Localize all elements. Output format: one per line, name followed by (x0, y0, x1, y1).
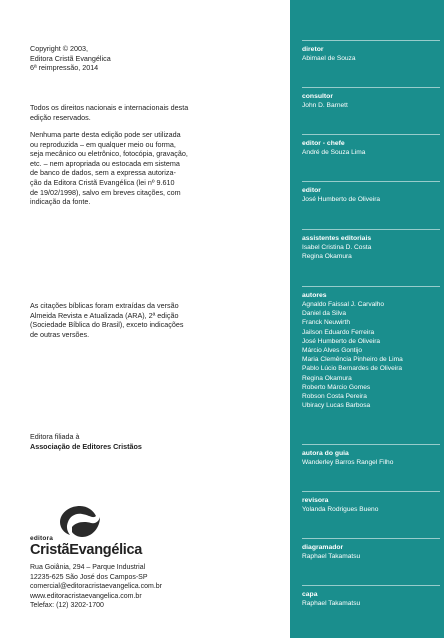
divider (302, 538, 440, 539)
phone-line: Telefax: (12) 3202-1700 (30, 602, 104, 609)
credit-section (302, 585, 440, 608)
credit-section (302, 444, 440, 467)
affiliation-block (30, 432, 262, 451)
credit-name: Maria Clemência Pinheiro de Lima (302, 356, 403, 364)
address-line: Rua Goiânia, 294 – Parque Industrial (30, 564, 146, 571)
email-line: comercial@editoracristaevangelica.com.br (30, 583, 162, 590)
credit-role: consultor (302, 93, 333, 100)
notice-line: etc. – nem apropriada ou estocada em sistema (30, 158, 180, 168)
divider (302, 40, 440, 41)
credit-role: assistentes editoriais (302, 235, 372, 242)
credit-name: Agnaldo Faissal J. Carvalho (302, 301, 385, 308)
divider (302, 286, 440, 287)
logo-publisher-text: editora (30, 535, 54, 542)
credit-name: Daniel da Silva (302, 310, 346, 318)
credit-role: diretor (302, 46, 324, 53)
logo-wordmark: CristãEvangélica (30, 542, 143, 558)
credit-section (302, 286, 440, 410)
divider (302, 491, 440, 492)
credit-name: Roberto Márcio Gomes (302, 383, 371, 391)
credit-name: Abimael de Souza (302, 55, 356, 62)
rights-block (30, 103, 262, 122)
divider (302, 181, 440, 182)
credit-section (302, 87, 440, 110)
credit-name: Regina Okamura (302, 253, 352, 261)
credit-section (302, 181, 440, 204)
credit-name: John D. Barnett (302, 102, 348, 109)
credit-section (302, 40, 440, 63)
credit-name: Isabel Cristina D. Costa (302, 244, 372, 251)
dove-logo-icon (58, 504, 102, 540)
credit-role: autora do guia (302, 450, 349, 457)
credit-section (302, 491, 440, 514)
citation-line: de outras versões. (30, 329, 90, 339)
credit-name: Márcio Alves Gontijo (302, 347, 363, 355)
affiliation-line: Editora filiada à (30, 432, 80, 441)
credit-section (302, 134, 440, 157)
rights-line: Todos os direitos nacionais e internacionais desta (30, 103, 189, 112)
address-line: 12235-625 São José dos Campos-SP (30, 573, 148, 581)
citation-line: Almeida Revista e Atualizada (ARA), 2ª edição (30, 310, 179, 320)
credit-name: Ubiracy Lucas Barbosa (302, 402, 371, 410)
credit-section (302, 229, 440, 261)
credit-role: revisora (302, 497, 329, 504)
association-name: Associação de Editores Cristãos (30, 441, 142, 451)
credit-name: José Humberto de Oliveira (302, 196, 381, 203)
credit-role: editor - chefe (302, 140, 345, 147)
notice-line: indicação da fonte. (30, 197, 91, 207)
credit-name: Jailson Eduardo Ferreira (302, 328, 375, 336)
notice-line: Nenhuma parte desta edição pode ser utilizada (30, 130, 181, 139)
publisher-logo (30, 504, 170, 562)
divider (302, 229, 440, 230)
publisher-line: Editora Cristã Evangélica (30, 53, 111, 63)
notice-line: de banco de dados, sem a expressa autoriza- (30, 168, 176, 178)
citation-line: As citações bíblicas foram extraídas da versão (30, 301, 179, 310)
credit-name: Franck Neuwirth (302, 319, 351, 327)
reprint-line: 6ª reimpressão, 2014 (30, 63, 99, 73)
citations-notice (30, 301, 262, 339)
website-line: www.editoracristaevangelica.com.br (30, 592, 142, 600)
divider (302, 585, 440, 586)
credit-role: autores (302, 292, 327, 299)
credit-role: editor (302, 187, 321, 194)
divider (302, 87, 440, 88)
credits-sidebar (290, 0, 444, 638)
notice-line: ção da Editora Cristã Evangélica (lei nº 9.610 (30, 177, 175, 187)
notice-line: ou reproduzida – em qualquer meio ou forma, (30, 139, 176, 149)
reproduction-notice (30, 130, 262, 207)
notice-line: de 19/02/1998), salvo em breves citações, com (30, 187, 181, 197)
divider (302, 134, 440, 135)
credit-name: André de Souza Lima (302, 149, 366, 156)
credit-role: diagramador (302, 544, 344, 551)
credit-name: Robson Costa Pereira (302, 393, 367, 401)
divider (302, 444, 440, 445)
credit-name: José Humberto de Oliveira (302, 337, 381, 345)
credit-name: Wanderley Barros Rangel Filho (302, 459, 394, 466)
copyright-block (30, 44, 262, 73)
credit-name: Regina Okamura (302, 374, 352, 382)
credit-name: Raphael Takamatsu (302, 553, 361, 560)
notice-line: seja mecânico ou eletrônico, fotocópia, gravação, (30, 149, 188, 159)
credit-name: Pablo Lúcio Bernardes de Oliveira (302, 365, 403, 373)
credit-role: capa (302, 591, 318, 598)
credit-name: Yolanda Rodrigues Bueno (302, 506, 379, 513)
address-block (30, 563, 270, 611)
credit-section (302, 538, 440, 561)
rights-line: edição reservados. (30, 112, 91, 122)
citation-line: (Sociedade Bíblica do Brasil), exceto indicações (30, 320, 184, 330)
credit-name: Raphael Takamatsu (302, 600, 361, 607)
copyright-line: Copyright © 2003, (30, 44, 89, 53)
